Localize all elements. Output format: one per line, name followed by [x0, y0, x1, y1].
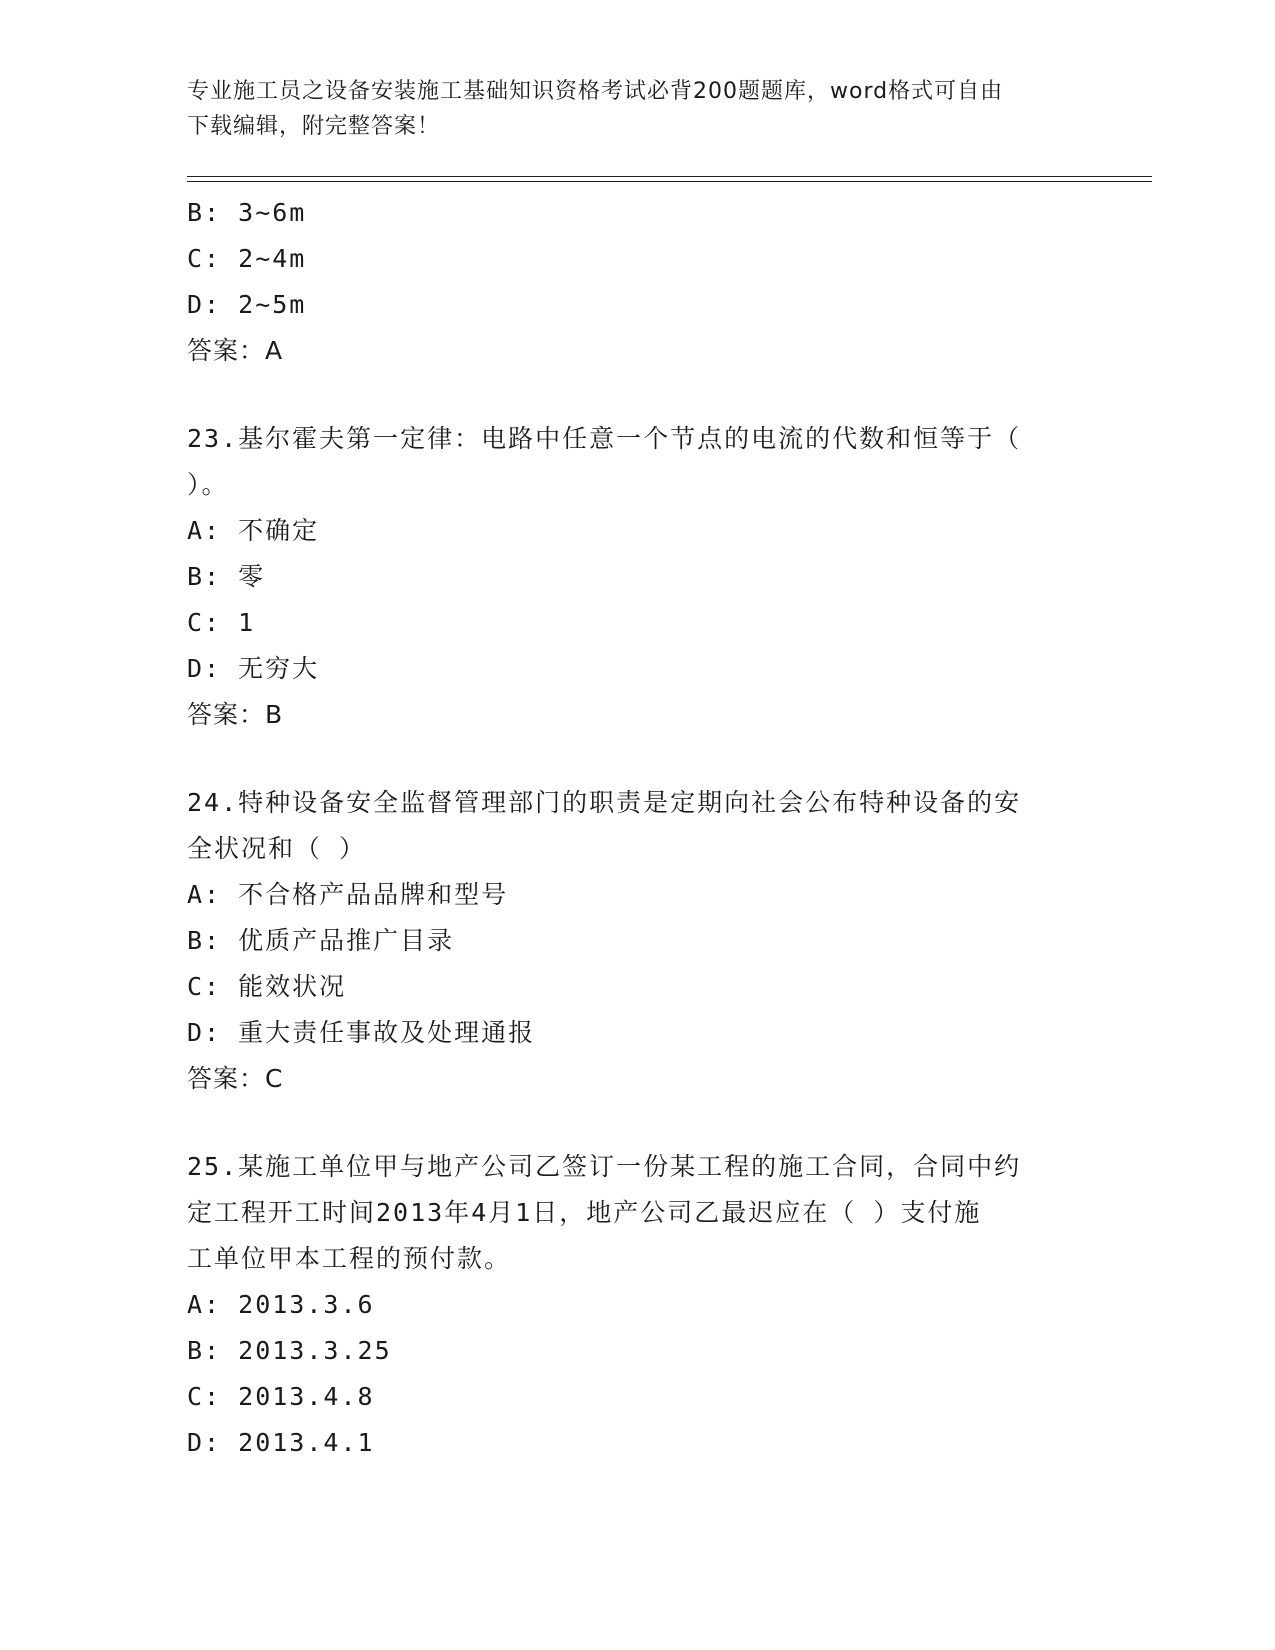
option-d: D: 2~5m [187, 290, 307, 319]
option-d: D: 2013.4.1 [187, 1428, 375, 1457]
answer: 答案：B [187, 700, 284, 729]
question-text-line: 全状况和（ ） [187, 834, 367, 863]
question-23 [187, 416, 1087, 738]
header-rule-bottom [187, 181, 1152, 182]
option-d: D: 无穷大 [187, 654, 320, 683]
document-header [187, 74, 1087, 144]
option-b: B: 优质产品推广目录 [187, 926, 455, 955]
option-c: C: 能效状况 [187, 972, 347, 1001]
header-line-2: 下载编辑，附完整答案！ [187, 114, 441, 139]
question-25 [187, 1144, 1087, 1466]
question-text-line: ）。 [187, 470, 229, 499]
question-content [187, 190, 1087, 1466]
option-a: A: 不合格产品品牌和型号 [187, 880, 509, 909]
question-24 [187, 780, 1087, 1102]
question-22-tail [187, 190, 1087, 374]
option-a: A: 不确定 [187, 516, 320, 545]
option-b: B: 2013.3.25 [187, 1336, 392, 1365]
answer: 答案：C [187, 1064, 284, 1093]
option-c: C: 2~4m [187, 244, 307, 273]
option-a: A: 2013.3.6 [187, 1290, 375, 1319]
question-text-line: 23.基尔霍夫第一定律：电路中任意一个节点的电流的代数和恒等于（ [187, 424, 1022, 453]
option-b: B: 3~6m [187, 198, 307, 227]
option-c: C: 2013.4.8 [187, 1382, 375, 1411]
option-d: D: 重大责任事故及处理通报 [187, 1018, 536, 1047]
option-b: B: 零 [187, 562, 266, 591]
header-rule-top [187, 176, 1152, 177]
question-text-line: 定工程开工时间2013年4月1日，地产公司乙最迟应在（ ）支付施 [187, 1198, 982, 1227]
question-text-line: 24.特种设备安全监督管理部门的职责是定期向社会公布特种设备的安 [187, 788, 1022, 817]
question-text-line: 25.某施工单位甲与地产公司乙签订一份某工程的施工合同，合同中约 [187, 1152, 1022, 1181]
answer: 答案：A [187, 336, 284, 365]
option-c: C: 1 [187, 608, 256, 637]
question-text-line: 工单位甲本工程的预付款。 [187, 1244, 512, 1273]
header-line-1: 专业施工员之设备安装施工基础知识资格考试必背200题题库，word格式可自由 [187, 79, 1004, 104]
